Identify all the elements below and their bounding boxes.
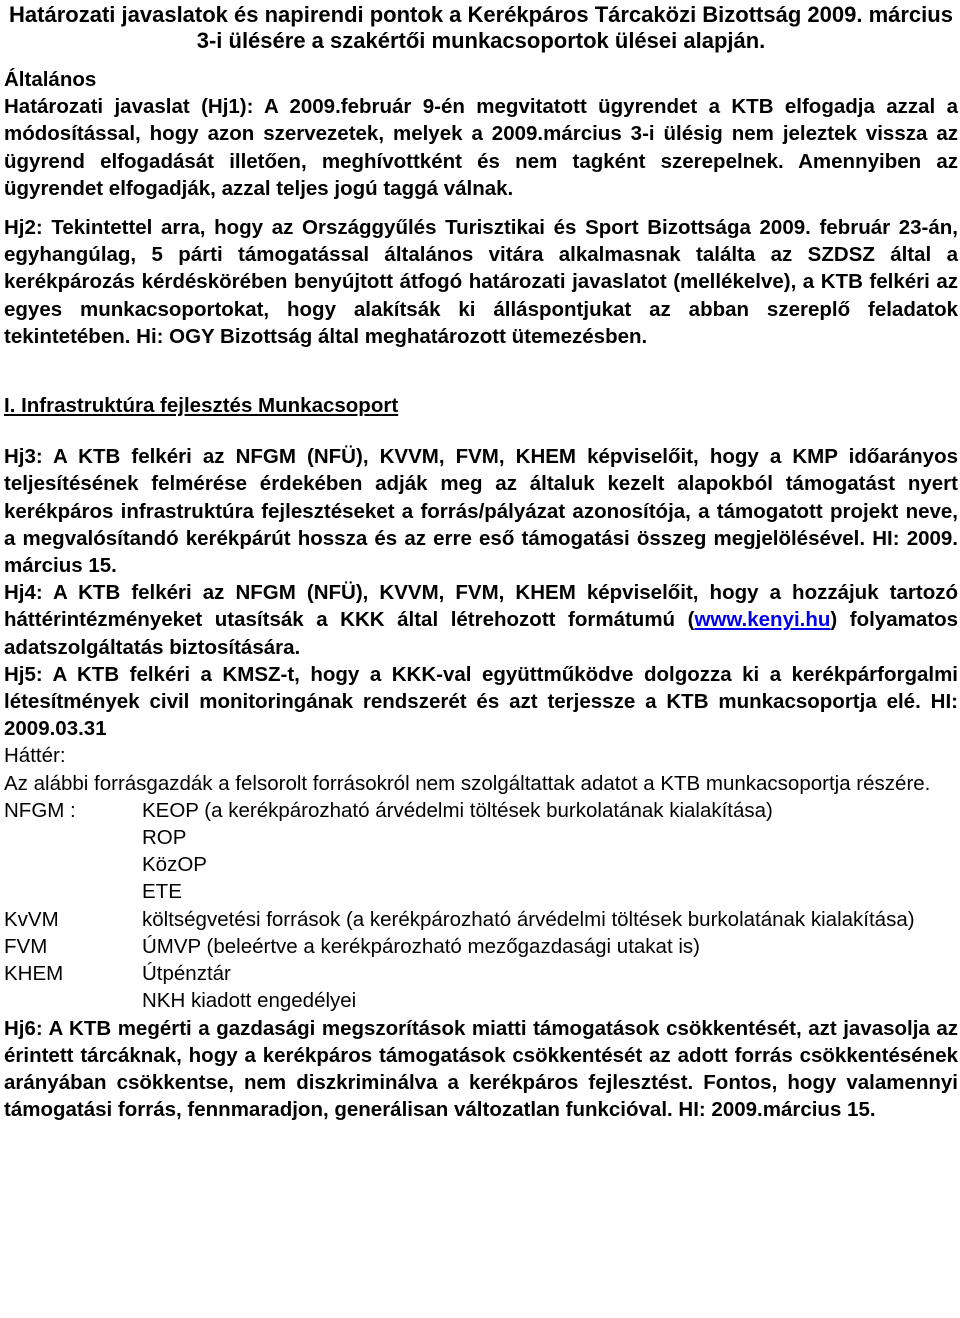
- document-title: Határozati javaslatok és napirendi pontok a Kerékpáros Tárcaközi Bizottság 2009. március 3-i ülésére a szakértői munkacsoportok ülései alapján.: [9, 2, 953, 53]
- source-row-nfgm: [4, 797, 958, 906]
- source-item: KEOP (a kerékpározható árvédelmi töltések burkolatának kialakítása): [142, 798, 773, 822]
- paragraph-hj5: Hj5: A KTB felkéri a KMSZ-t, hogy a KKK-val együttműködve dolgozza ki a kerékpárforgalmi létesítmények civil monitoringának rendszerét és azt terjessze a KTB munkacsoportja elé. HI: 2009.03.31: [4, 662, 958, 741]
- source-values: [142, 960, 958, 1014]
- source-item: NKH kiadott engedélyei: [142, 989, 357, 1013]
- source-values: [142, 797, 958, 906]
- paragraph-hj4: [4, 579, 958, 661]
- section-heading-infrastructure: I. Infrastruktúra fejlesztés Munkacsoport: [4, 394, 399, 418]
- paragraph-hj6: Hj6: A KTB megérti a gazdasági megszorítások miatti támogatások csökkentését, azt javasolja az érintett tárcáknak, hogy a kerékpáros támogatások csökkentését az adott forrás csökkentésének arányában csökkentse, nem diszkriminálva a kerékpáros fejlesztést. Fontos, hogy valamennyi támogatási forrás, fennmaradjon, generálisan változatlan funkcióval. HI: 2009.március 15.: [4, 1016, 958, 1122]
- background-label: Háttér:: [4, 744, 66, 768]
- paragraph-hj2: Hj2: Tekintettel arra, hogy az Országgyűlés Turisztikai és Sport Bizottsága 2009. február 23-án, egyhangúlag, 5 párti támogatással általános vitára alkalmasnak találta az SZDSZ által a kerékpározás kérdéskörében benyújtott átfogó határozati javaslatot (mellékelve), a KTB felkéri az egyes munkacsoportokat, hogy alakítsák ki álláspontjukat az abban szereplő feladatok tekintetében. Hi: OGY Bizottság által meghatározott ütemezésben.: [4, 216, 958, 348]
- source-key: KvVM: [4, 907, 59, 931]
- source-item: KözOP: [142, 853, 207, 877]
- source-row-khem: [4, 960, 958, 1014]
- hj4-text-before: Hj4: A KTB felkéri az NFGM (NFÜ), KVVM, FVM, KHEM képviselőit, hogy a hozzájuk tartozó háttérintézményeket utasítsák a KKK által létrehozott formátumú (: [4, 581, 958, 632]
- source-item: ETE: [142, 880, 182, 904]
- source-key: NFGM :: [4, 798, 76, 822]
- paragraph-hj1: Határozati javaslat (Hj1): A 2009.február 9-én megvitatott ügyrendet a KTB elfogadja azzal a módosítással, hogy azon szervezetek, melyek a 2009.március 3-i ülésig nem jeleztek vissza az ügyrend elfogadását illetően, meghívottként és nem tagként szerepelnek. Amennyiben az ügyrendet elfogadják, azzal teljes jogú taggá válnak.: [4, 95, 958, 200]
- source-row-kvvm: [4, 906, 958, 933]
- source-item: ÚMVP (beleértve a kerékpározható mezőgazdasági utakat is): [142, 934, 700, 958]
- source-values: [142, 906, 958, 933]
- source-key: KHEM: [4, 962, 64, 986]
- kenyi-link[interactable]: www.kenyi.hu: [694, 608, 831, 632]
- source-item: ROP: [142, 826, 187, 850]
- source-values: [142, 933, 958, 960]
- background-text: Az alábbi forrásgazdák a felsorolt forrásokról nem szolgáltattak adatot a KTB munkacsoportja részére.: [4, 771, 931, 795]
- source-row-fvm: [4, 933, 958, 960]
- source-key: FVM: [4, 934, 48, 958]
- source-item: Útpénztár: [142, 962, 231, 986]
- paragraph-hj3: Hj3: A KTB felkéri az NFGM (NFÜ), KVVM, FVM, KHEM képviselőit, hogy a KMP időarányos teljesítésének felmérése érdekében adják meg az általuk kezelt alapokból támogatást nyert kerékpáros infrastruktúra fejlesztéseket a forrás/pályázat azonosítója, a támogatott projekt neve, a megvalósítandó kerékpárút hossza és az erre eső támogatási összeg megjelölésével. HI: 2009. március 15.: [4, 445, 958, 578]
- hj4-text-after: ) folyamatos adatszolgáltatás biztosítására.: [4, 608, 959, 659]
- source-item: költségvetési források (a kerékpározható árvédelmi töltések burkolatának kialakítása): [142, 907, 915, 931]
- sources-list: [4, 797, 958, 1015]
- section-heading-general: Általános: [4, 68, 97, 91]
